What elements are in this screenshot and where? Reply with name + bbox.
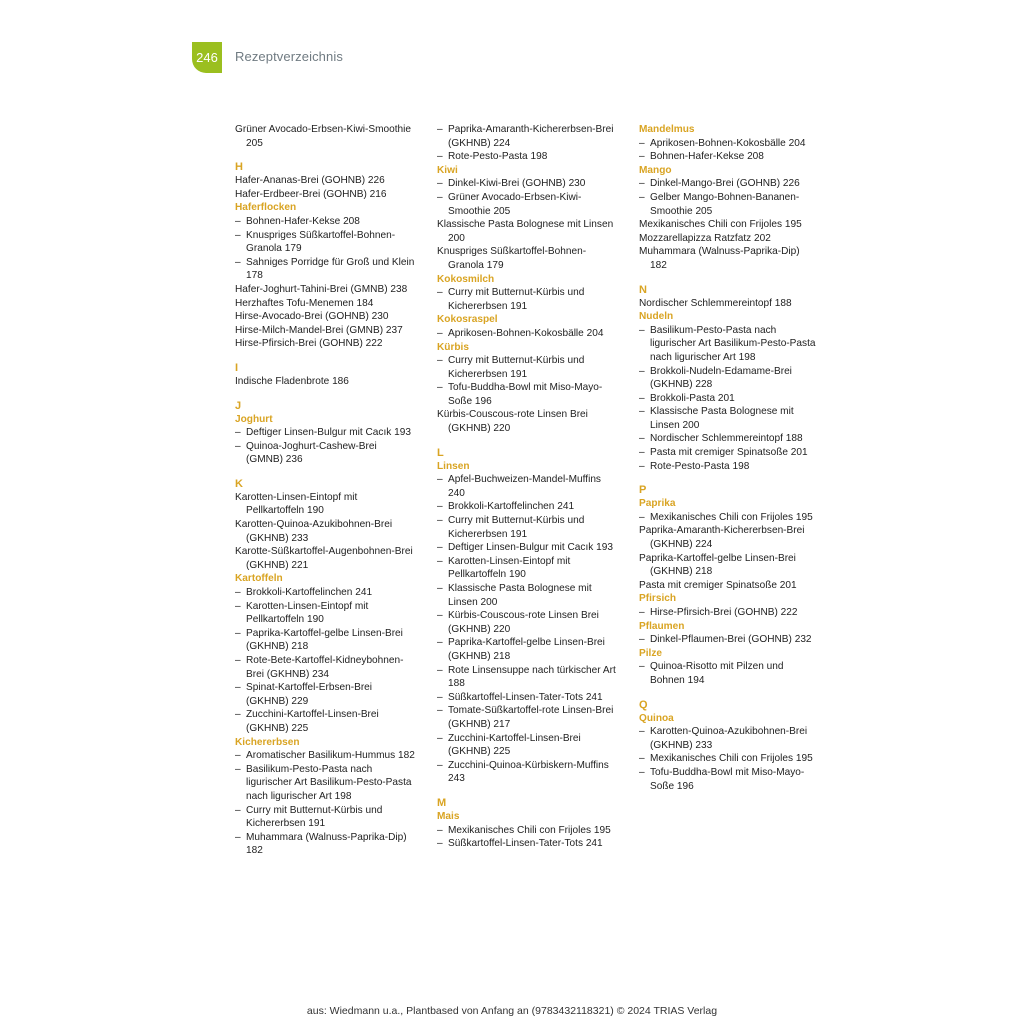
dash-bullet: –: [437, 151, 443, 163]
subentry-text: Bohnen-Hafer-Kekse 208: [650, 151, 764, 163]
index-subentry: [639, 137, 819, 151]
index-keyword: Quinoa: [639, 712, 674, 724]
subentry-text: Gelber Mango-Bohnen-Bananen-Smoothie 205: [650, 191, 800, 217]
index-subentry: [639, 725, 819, 752]
index-subentry: [639, 446, 819, 460]
dash-bullet: –: [437, 732, 443, 744]
index-subentry: [235, 681, 415, 708]
index-entry: Knuspriges Süßkartoffel-Bohnen-Granola 179: [437, 246, 587, 271]
subentry-text: Aprikosen-Bohnen-Kokosbälle 204: [448, 327, 604, 339]
index-keyword: Paprika: [639, 498, 676, 510]
index-subentry: [437, 500, 617, 514]
dash-bullet: –: [437, 610, 443, 622]
dash-bullet: –: [235, 750, 241, 762]
index-subentry: [437, 514, 617, 541]
index-letter-heading: M: [437, 796, 447, 809]
subentry-text: Bohnen-Hafer-Kekse 208: [246, 215, 360, 227]
dash-bullet: –: [639, 726, 645, 738]
index-subentry: [235, 763, 415, 804]
index-subentry: [437, 704, 617, 731]
index-subentry: [639, 191, 819, 218]
dash-bullet: –: [437, 637, 443, 649]
dash-bullet: –: [437, 555, 443, 567]
index-subentry: [235, 586, 415, 600]
subentry-text: Karotten-Linsen-Eintopf mit Pellkartoffeln 190: [448, 555, 571, 581]
index-subentry: [235, 708, 415, 735]
index-subentry: [639, 511, 819, 525]
subentry-text: Rote Linsensuppe nach türkischer Art 188: [448, 664, 616, 690]
dash-bullet: –: [639, 607, 645, 618]
index-entry: Karotte-Süßkartoffel-Augenbohnen-Brei (GKHNB) 221: [235, 546, 413, 571]
subentry-text: Knuspriges Süßkartoffel-Bohnen-Granola 179: [246, 229, 396, 255]
index-subentry: [639, 606, 819, 620]
subentry-text: Grüner Avocado-Erbsen-Kiwi-Smoothie 205: [448, 191, 582, 217]
dash-bullet: –: [639, 753, 645, 765]
index-letter-heading: N: [639, 283, 647, 296]
index-letter-heading: J: [235, 399, 242, 412]
index-entry: Hirse-Pfirsich-Brei (GOHNB) 222: [235, 338, 383, 350]
index-subentry: [437, 732, 617, 759]
subentry-text: Karotten-Quinoa-Azukibohnen-Brei (GKHNB) 233: [650, 726, 808, 751]
subentry-text: Basilikum-Pesto-Pasta nach ligurischer Art Basilikum-Pesto-Pasta nach ligurischer Art 198: [246, 763, 412, 802]
index-subentry: [437, 473, 617, 500]
index-keyword: Kiwi: [437, 164, 458, 176]
index-keyword: Linsen: [437, 460, 470, 472]
index-entry: Karotten-Quinoa-Azukibohnen-Brei (GKHNB) 233: [235, 519, 393, 544]
index-subentry: [437, 636, 617, 663]
subentry-text: Brokkoli-Nudeln-Edamame-Brei (GKHNB) 228: [650, 365, 792, 391]
index-subentry: [235, 831, 415, 858]
index-entry: Paprika-Kartoffel-gelbe Linsen-Brei (GKHNB) 218: [639, 552, 796, 578]
index-subentry: [639, 660, 819, 687]
index-subentry: [639, 405, 819, 432]
subentry-text: Apfel-Buchweizen-Mandel-Muffins 240: [448, 474, 601, 499]
index-subentry: [437, 555, 617, 582]
index-keyword: Mango: [639, 164, 672, 176]
dash-bullet: –: [639, 151, 645, 163]
index-letter-heading: K: [235, 477, 243, 490]
subentry-text: Sahniges Porridge für Groß und Klein 178: [246, 256, 415, 282]
dash-bullet: –: [235, 440, 241, 452]
subentry-text: Quinoa-Joghurt-Cashew-Brei (GMNB) 236: [246, 440, 377, 466]
index-subentry: [235, 627, 415, 654]
subentry-text: Dinkel-Pflaumen-Brei (GOHNB) 232: [650, 634, 812, 646]
index-keyword: Mandelmus: [639, 124, 695, 135]
subentry-text: Dinkel-Mango-Brei (GOHNB) 226: [650, 178, 800, 190]
index-entry: Hafer-Erdbeer-Brei (GOHNB) 216: [235, 188, 387, 200]
index-subentry: [235, 215, 415, 229]
dash-bullet: –: [235, 427, 241, 439]
subentry-text: Rote-Pesto-Pasta 198: [448, 151, 548, 163]
footer-citation: aus: Wiedmann u.a., Plantbased von Anfang an (9783432118321) © 2024 TRIAS Verlag: [306, 1005, 718, 1017]
index-keyword: Kichererbsen: [235, 736, 300, 748]
index-keyword: Pflaumen: [639, 620, 685, 632]
index-letter-heading: H: [235, 161, 243, 174]
index-subentry: [437, 837, 617, 851]
subentry-text: Mexikanisches Chili con Frijoles 195: [650, 511, 813, 523]
index-subentry: [437, 381, 617, 408]
dash-bullet: –: [639, 324, 645, 336]
subentry-text: Zucchini-Quinoa-Kürbiskern-Muffins 243: [448, 759, 609, 785]
index-subentry: [235, 440, 415, 467]
index-subentry: [235, 426, 415, 440]
index-entry: Kürbis-Couscous-rote Linsen Brei (GKHNB) 220: [437, 409, 588, 435]
index-subentry: [639, 766, 819, 793]
index-keyword: Nudeln: [639, 311, 674, 323]
index-keyword: Mais: [437, 810, 460, 822]
subentry-text: Spinat-Kartoffel-Erbsen-Brei (GKHNB) 229: [246, 682, 373, 707]
subentry-text: Curry mit Butternut-Kürbis und Kichererbsen 191: [448, 515, 585, 540]
index-entry: Paprika-Amaranth-Kichererbsen-Brei (GKHNB) 224: [639, 525, 805, 551]
dash-bullet: –: [639, 511, 645, 523]
dash-bullet: –: [437, 691, 443, 703]
subentry-text: Quinoa-Risotto mit Pilzen und Bohnen 194: [650, 661, 784, 686]
index-subentry: [437, 582, 617, 609]
index-subentry: [639, 752, 819, 766]
subentry-text: Brokkoli-Kartoffelinchen 241: [448, 501, 575, 513]
dash-bullet: –: [235, 682, 241, 694]
subentry-text: Tomate-Süßkartoffel-rote Linsen-Brei (GKHNB) 217: [448, 705, 614, 730]
subentry-text: Klassische Pasta Bolognese mit Linsen 200: [448, 583, 592, 608]
dash-bullet: –: [639, 766, 645, 778]
index-keyword: Kokosmilch: [437, 273, 495, 285]
index-entry: Hafer-Ananas-Brei (GOHNB) 226: [235, 175, 385, 187]
index-subentry: [639, 432, 819, 446]
index-subentry: [639, 177, 819, 191]
dash-bullet: –: [235, 600, 241, 612]
index-subentry: [437, 354, 617, 381]
index-subentry: [639, 460, 819, 474]
page-number-badge: 246: [192, 42, 222, 73]
dash-bullet: –: [437, 759, 443, 771]
dash-bullet: –: [437, 542, 443, 554]
dash-bullet: –: [639, 365, 645, 377]
dash-bullet: –: [437, 705, 443, 717]
index-keyword: Kartoffeln: [235, 573, 283, 585]
index-subentry: [437, 177, 617, 191]
subentry-text: Aromatischer Basilikum-Hummus 182: [246, 750, 415, 762]
index-keyword: Pfirsich: [639, 593, 677, 605]
subentry-text: Curry mit Butternut-Kürbis und Kichererbsen 191: [448, 355, 585, 380]
dash-bullet: –: [235, 831, 241, 843]
dash-bullet: –: [235, 763, 241, 775]
subentry-text: Nordischer Schlemmereintopf 188: [650, 433, 803, 445]
index-column-2: [437, 123, 617, 851]
dash-bullet: –: [437, 474, 443, 486]
dash-bullet: –: [437, 501, 443, 513]
index-entry: Mozzarellapizza Ratzfatz 202: [639, 232, 771, 244]
dash-bullet: –: [235, 655, 241, 666]
index-entry: Pasta mit cremiger Spinatsoße 201: [639, 579, 797, 591]
dash-bullet: –: [437, 382, 443, 394]
subentry-text: Muhammara (Walnuss-Paprika-Dip) 182: [246, 831, 407, 857]
subentry-text: Klassische Pasta Bolognese mit Linsen 200: [650, 406, 794, 431]
index-entry: Muhammara (Walnuss-Paprika-Dip) 182: [639, 246, 800, 271]
dash-bullet: –: [437, 355, 443, 367]
index-subentry: [235, 654, 415, 681]
subentry-text: Brokkoli-Kartoffelinchen 241: [246, 587, 373, 599]
subentry-text: Curry mit Butternut-Kürbis und Kichererbsen 191: [448, 287, 585, 312]
index-subentry: [235, 256, 415, 283]
index-keyword: Joghurt: [235, 413, 273, 425]
index-letter-heading: I: [235, 361, 239, 374]
index-column-1: [235, 123, 415, 858]
dash-bullet: –: [639, 406, 645, 418]
index-letter-heading: P: [639, 484, 647, 497]
index-subentry: [437, 541, 617, 555]
subentry-text: Brokkoli-Pasta 201: [650, 392, 735, 404]
index-subentry: [639, 392, 819, 406]
subentry-text: Pasta mit cremiger Spinatsoße 201: [650, 447, 808, 459]
index-subentry: [235, 804, 415, 831]
index-subentry: [235, 600, 415, 627]
subentry-text: Basilikum-Pesto-Pasta nach ligurischer Art Basilikum-Pesto-Pasta nach ligurischer Art 198: [650, 324, 816, 363]
index-subentry: [639, 365, 819, 392]
section-title: Rezeptverzeichnis: [235, 49, 343, 64]
index-column-3: [639, 123, 819, 793]
index-subentry: [639, 633, 819, 647]
index-subentry: [437, 759, 617, 786]
index-keyword: Kokosraspel: [437, 314, 498, 326]
dash-bullet: –: [235, 215, 241, 227]
subentry-text: Zucchini-Kartoffel-Linsen-Brei (GKHNB) 225: [448, 732, 581, 758]
dash-bullet: –: [639, 191, 645, 203]
subentry-text: Aprikosen-Bohnen-Kokosbälle 204: [650, 137, 806, 149]
index-entry: Hirse-Avocado-Brei (GOHNB) 230: [235, 311, 389, 323]
index-subentry: [437, 123, 617, 150]
subentry-text: Süßkartoffel-Linsen-Tater-Tots 241: [448, 691, 603, 703]
index-letter-heading: Q: [639, 698, 648, 711]
subentry-text: Curry mit Butternut-Kürbis und Kichererbsen 191: [246, 804, 383, 830]
dash-bullet: –: [639, 447, 645, 459]
dash-bullet: –: [437, 583, 443, 594]
index-entry: Klassische Pasta Bolognese mit Linsen 200: [437, 219, 614, 244]
index-entry: Hafer-Joghurt-Tahini-Brei (GMNB) 238: [235, 283, 408, 295]
index-subentry: [437, 327, 617, 341]
index-subentry: [437, 286, 617, 313]
index-keyword: Haferflocken: [235, 202, 297, 214]
index-subentry: [235, 229, 415, 256]
subentry-text: Mexikanisches Chili con Frijoles 195: [448, 824, 611, 836]
dash-bullet: –: [437, 124, 443, 135]
index-entry: Nordischer Schlemmereintopf 188: [639, 297, 792, 309]
index-letter-heading: L: [437, 446, 444, 459]
index-subentry: [639, 324, 819, 365]
subentry-text: Paprika-Amaranth-Kichererbsen-Brei (GKHNB) 224: [448, 124, 614, 149]
index-entry: Mexikanisches Chili con Frijoles 195: [639, 219, 802, 231]
subentry-text: Tofu-Buddha-Bowl mit Miso-Mayo-Soße 196: [650, 766, 805, 792]
index-entry: Grüner Avocado-Erbsen-Kiwi-Smoothie 205: [235, 124, 411, 149]
dash-bullet: –: [639, 634, 645, 646]
index-subentry: [437, 150, 617, 164]
index-keyword: Pilze: [639, 647, 663, 659]
dash-bullet: –: [235, 256, 241, 268]
index-entry: Herzhaftes Tofu-Menemen 184: [235, 297, 374, 309]
index-entry: Hirse-Milch-Mandel-Brei (GMNB) 237: [235, 324, 403, 336]
dash-bullet: –: [639, 392, 645, 404]
subentry-text: Deftiger Linsen-Bulgur mit Cacık 193: [246, 427, 411, 439]
index-subentry: [437, 664, 617, 691]
dash-bullet: –: [639, 460, 645, 472]
subentry-text: Kürbis-Couscous-rote Linsen Brei (GKHNB) 220: [448, 610, 599, 635]
dash-bullet: –: [437, 178, 443, 190]
subentry-text: Mexikanisches Chili con Frijoles 195: [650, 753, 813, 765]
dash-bullet: –: [235, 627, 241, 639]
subentry-text: Paprika-Kartoffel-gelbe Linsen-Brei (GKHNB) 218: [448, 637, 605, 662]
dash-bullet: –: [437, 664, 443, 676]
subentry-text: Hirse-Pfirsich-Brei (GOHNB) 222: [650, 607, 798, 618]
dash-bullet: –: [639, 137, 645, 149]
dash-bullet: –: [437, 824, 443, 836]
dash-bullet: –: [235, 229, 241, 241]
dash-bullet: –: [235, 709, 241, 721]
dash-bullet: –: [235, 587, 241, 599]
subentry-text: Deftiger Linsen-Bulgur mit Cacık 193: [448, 542, 613, 554]
index-subentry: [437, 691, 617, 705]
dash-bullet: –: [639, 661, 645, 673]
index-subentry: [639, 150, 819, 164]
dash-bullet: –: [639, 433, 645, 445]
subentry-text: Rote-Pesto-Pasta 198: [650, 460, 750, 472]
index-entry: Karotten-Linsen-Eintopf mit Pellkartoffeln 190: [235, 491, 358, 517]
dash-bullet: –: [437, 838, 443, 850]
index-entry: Indische Fladenbrote 186: [235, 375, 349, 387]
dash-bullet: –: [437, 327, 443, 339]
dash-bullet: –: [437, 191, 443, 203]
subentry-text: Tofu-Buddha-Bowl mit Miso-Mayo-Soße 196: [448, 382, 603, 407]
subentry-text: Paprika-Kartoffel-gelbe Linsen-Brei (GKHNB) 218: [246, 627, 403, 653]
subentry-text: Dinkel-Kiwi-Brei (GOHNB) 230: [448, 178, 586, 190]
index-keyword: Kürbis: [437, 341, 469, 353]
dash-bullet: –: [437, 515, 443, 527]
index-subentry: [437, 191, 617, 218]
subentry-text: Zucchini-Kartoffel-Linsen-Brei (GKHNB) 225: [246, 709, 379, 734]
dash-bullet: –: [235, 804, 241, 816]
dash-bullet: –: [437, 287, 443, 299]
subentry-text: Süßkartoffel-Linsen-Tater-Tots 241: [448, 838, 603, 850]
index-subentry: [437, 609, 617, 636]
subentry-text: Karotten-Linsen-Eintopf mit Pellkartoffeln 190: [246, 600, 369, 626]
index-subentry: [437, 824, 617, 838]
subentry-text: Rote-Bete-Kartoffel-Kidneybohnen-Brei (GKHNB) 234: [246, 655, 404, 680]
dash-bullet: –: [639, 178, 645, 190]
index-subentry: [235, 749, 415, 763]
